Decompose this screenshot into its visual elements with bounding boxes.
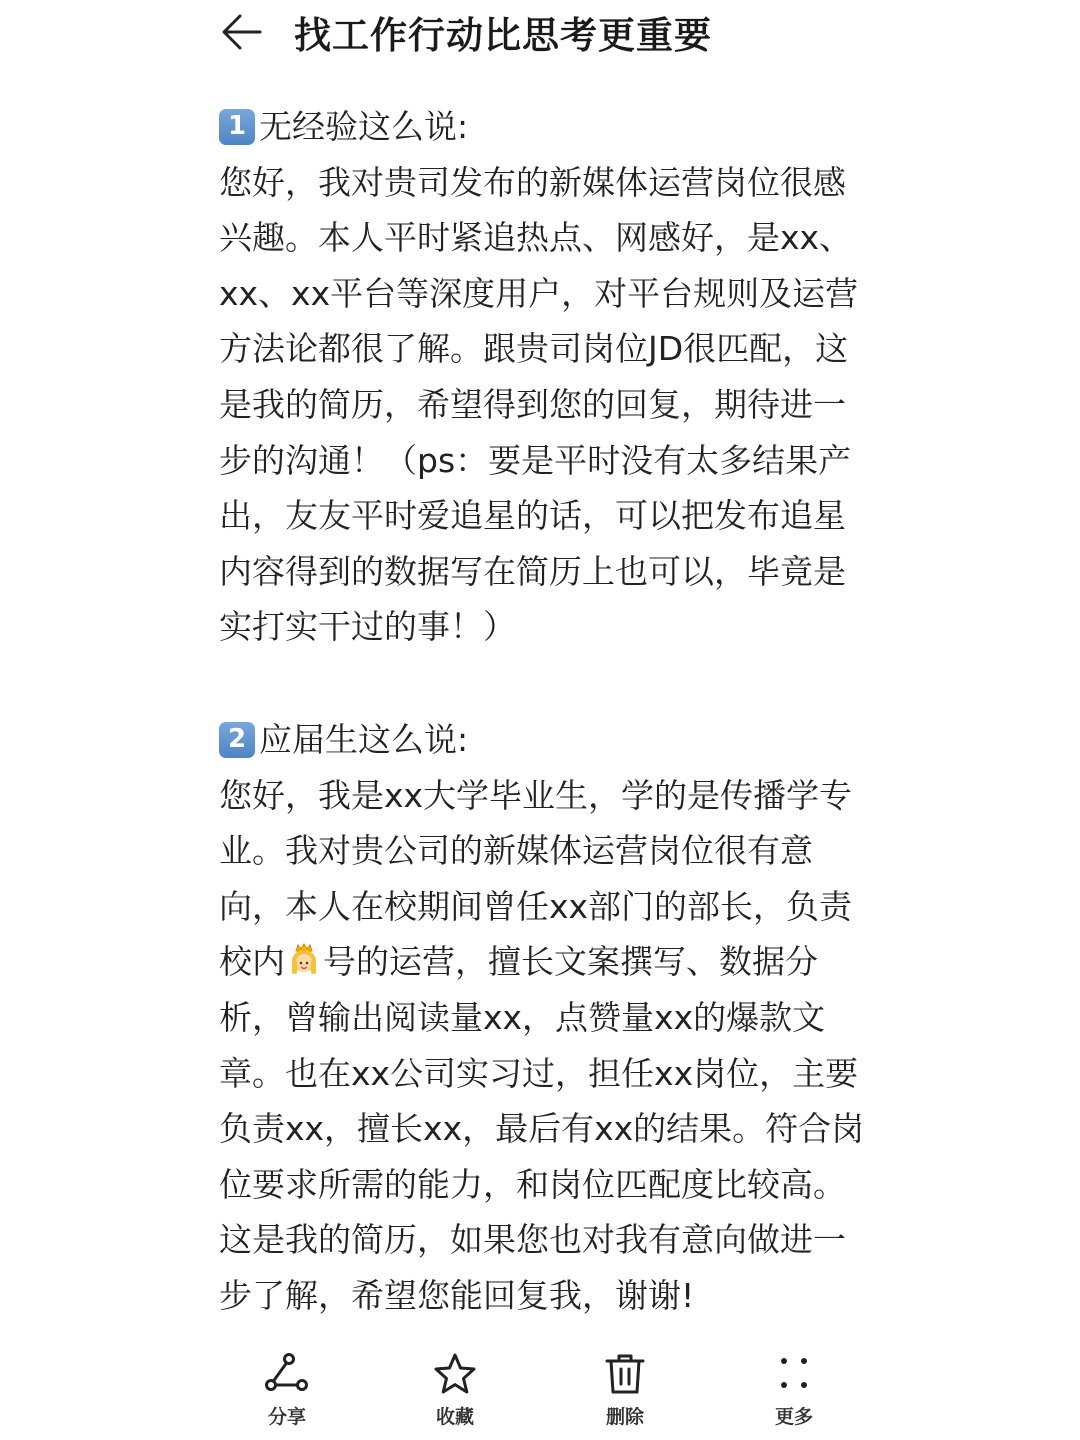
more-button[interactable]	[739, 1352, 849, 1440]
section-paragraph	[219, 768, 865, 1324]
paragraph-line: 方法论都很了解。跟贵司岗位JD很匹配，这	[219, 329, 849, 369]
line-segment: 号的运营，擅长文案撰写、数据分	[323, 942, 818, 982]
number-two-badge: 2	[219, 722, 255, 758]
paragraph-line: 析，曾输出阅读量xx，点赞量xx的爆款文	[219, 997, 826, 1037]
princess-emoji-icon	[287, 942, 321, 978]
share-icon	[262, 1352, 312, 1396]
more-dots-icon	[770, 1352, 818, 1396]
section-heading-text: 无经验这么说:	[259, 107, 469, 146]
paragraph-line: 兴趣。本人平时紧追热点、网感好，是xx、	[219, 218, 853, 258]
line-segment: 校内	[219, 942, 285, 982]
paragraph-line: 步了解，希望您能回复我，谢谢!	[219, 1275, 695, 1315]
section-heading-text: 应届生这么说:	[259, 719, 469, 759]
back-button[interactable]	[220, 10, 264, 54]
bottom-toolbar	[200, 1352, 880, 1440]
paragraph-line: 业。我对贵公司的新媒体运营岗位很有意	[219, 831, 813, 871]
paragraph-line: 负责xx，擅长xx，最后有xx的结果。符合岗	[219, 1109, 865, 1149]
delete-label: 删除	[605, 1406, 644, 1428]
arrow-left-icon	[220, 10, 264, 54]
number-one-badge: 1	[219, 109, 255, 145]
paragraph-line: 是我的简历，希望得到您的回复，期待进一	[219, 384, 846, 424]
delete-button[interactable]	[570, 1352, 680, 1440]
paragraph-line: 出，友友平时爱追星的话，可以把发布追星	[219, 496, 846, 536]
favorite-label: 收藏	[435, 1406, 474, 1428]
paragraph-line: 您好，我是xx大学毕业生，学的是传播学专	[219, 775, 853, 815]
top-bar	[220, 0, 920, 64]
paragraph-line	[219, 934, 859, 990]
page-title: 找工作行动比思考更重要	[294, 14, 712, 57]
section-heading	[219, 99, 859, 155]
section-heading	[219, 712, 859, 768]
section-no-experience	[219, 99, 859, 655]
paragraph-line: 这是我的简历，如果您也对我有意向做进一	[219, 1220, 846, 1260]
note-body	[219, 99, 865, 1323]
section-graduate	[219, 712, 865, 1324]
paragraph-line: 向，本人在校期间曾任xx部门的部长，负责	[219, 886, 853, 926]
paragraph-line: 章。也在xx公司实习过，担任xx岗位，主要	[219, 1053, 859, 1093]
paragraph-line: 位要求所需的能力，和岗位匹配度比较高。	[219, 1164, 846, 1204]
star-icon	[431, 1352, 479, 1396]
share-label: 分享	[267, 1406, 306, 1428]
paragraph-line: 您好，我对贵司发布的新媒体运营岗位很感	[219, 162, 846, 202]
section-paragraph	[219, 155, 859, 655]
paragraph-line: 内容得到的数据写在简历上也可以，毕竟是	[219, 551, 846, 591]
paragraph-line: 步的沟通！（ps：要是平时没有太多结果产	[219, 440, 852, 480]
paragraph-line: xx、xx平台等深度用户，对平台规则及运营	[219, 273, 859, 313]
more-label: 更多	[774, 1406, 813, 1428]
paragraph-line: 实打实干过的事！）	[219, 607, 516, 647]
share-button[interactable]	[232, 1352, 342, 1440]
favorite-button[interactable]	[400, 1352, 510, 1440]
trash-icon	[601, 1352, 649, 1396]
